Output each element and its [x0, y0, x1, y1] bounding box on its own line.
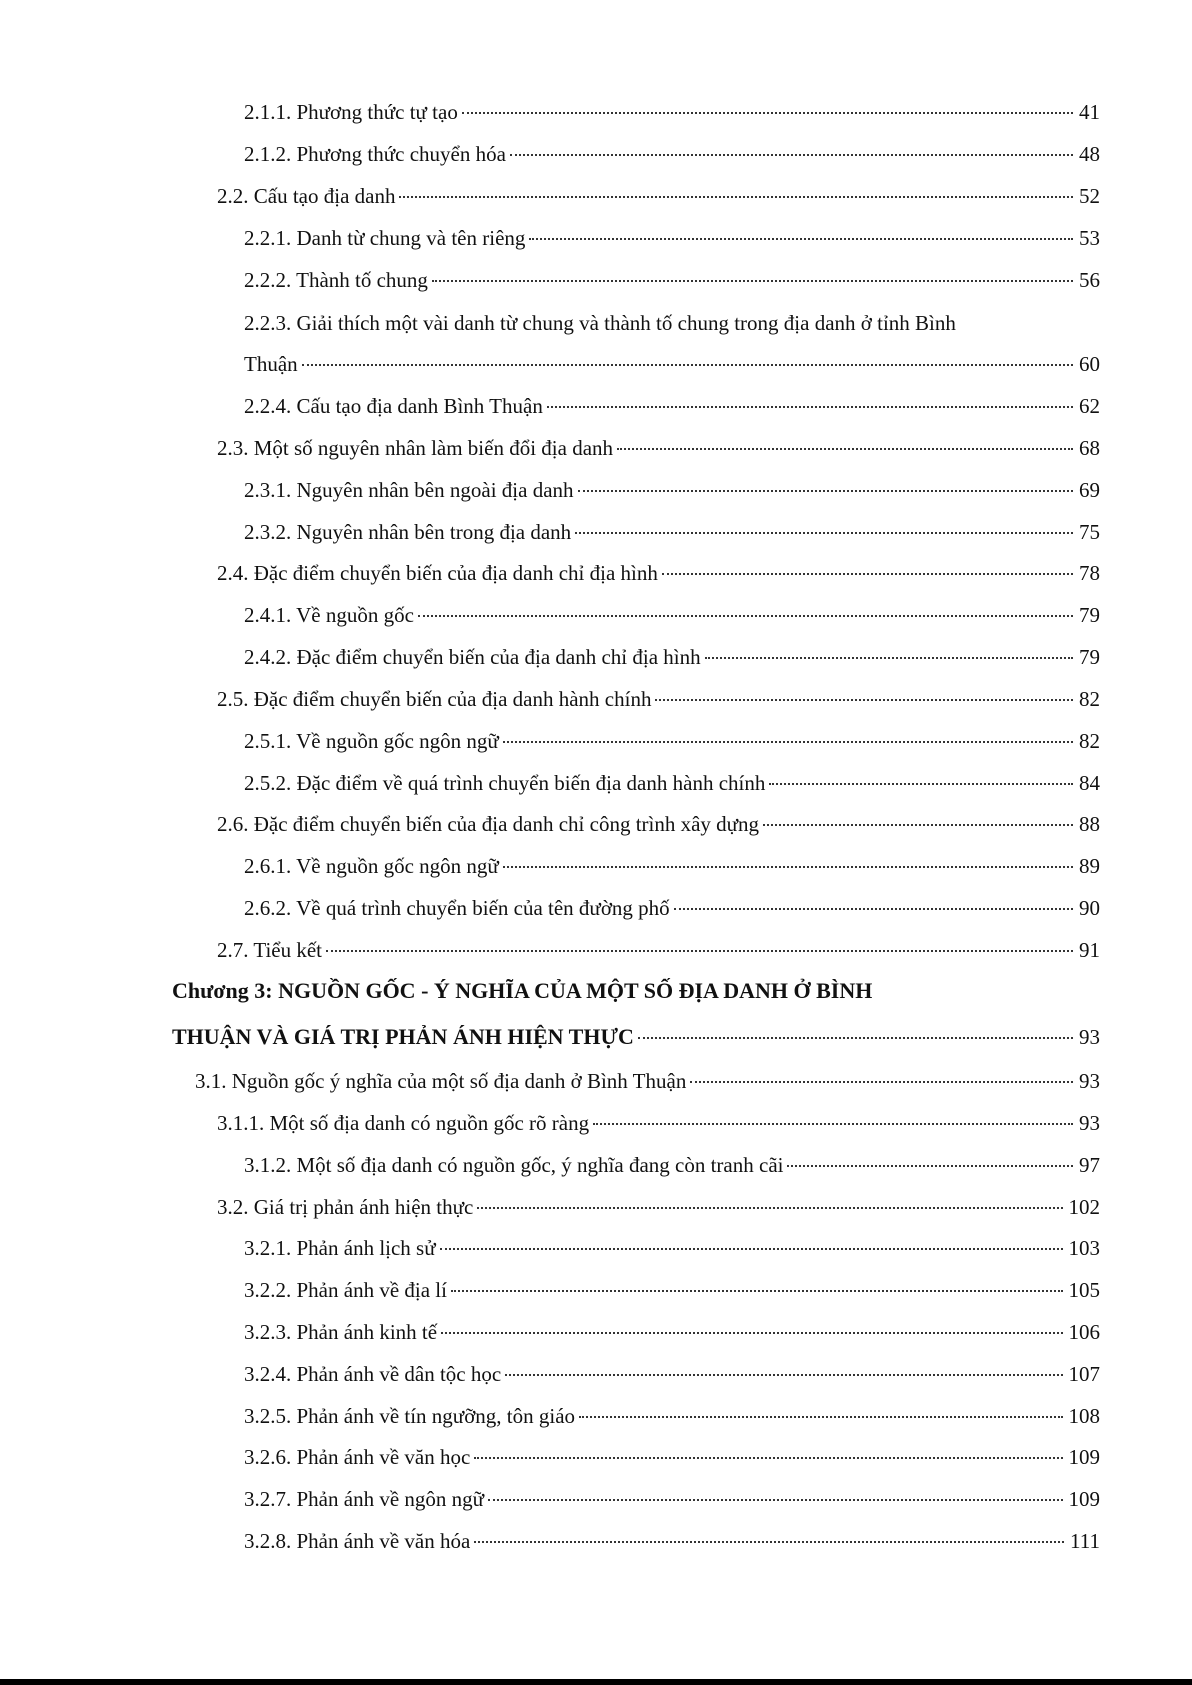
dot-leader: [462, 112, 1073, 114]
toc-entry-page: 111: [1070, 1529, 1100, 1553]
toc-entry: [244, 391, 1100, 421]
toc-entry-label: 2.2.1. Danh từ chung và tên riêng: [244, 226, 526, 250]
toc-entry: [217, 684, 1100, 714]
toc-entry: [244, 1401, 1100, 1431]
toc-entry: [217, 1108, 1100, 1138]
toc-entry: [244, 893, 1100, 923]
toc-entry-label: 3.2. Giá trị phản ánh hiện thực: [217, 1195, 474, 1219]
toc-entry-label: THUẬN VÀ GIÁ TRỊ PHẢN ÁNH HIỆN THỰC: [172, 1024, 634, 1049]
dot-leader: [432, 280, 1073, 282]
toc-entry-label: 3.2.8. Phản ánh về văn hóa: [244, 1529, 471, 1553]
toc-entry-page: 62: [1079, 394, 1100, 418]
dot-leader: [705, 657, 1073, 659]
dot-leader: [674, 908, 1073, 910]
toc-entry-label: 2.1.1. Phương thức tự tạo: [244, 100, 458, 124]
toc-entry-label: 2.4. Đặc điểm chuyển biến của địa danh chỉ địa hình: [217, 561, 658, 585]
toc-entry-page: 97: [1079, 1153, 1100, 1177]
toc-entry: [217, 433, 1100, 463]
toc-entry-page: 52: [1079, 184, 1100, 208]
toc-entry-page: 108: [1068, 1404, 1100, 1428]
chapter-heading-line: Chương 3: NGUỒN GỐC - Ý NGHĨA CỦA MỘT SỐ ĐỊA DANH Ở BÌNH: [172, 978, 873, 1003]
toc-entry-label: 3.1.2. Một số địa danh có nguồn gốc, ý nghĩa đang còn tranh cãi: [244, 1153, 784, 1177]
toc-entry: [217, 935, 1100, 965]
toc-entry: [217, 809, 1100, 839]
dot-leader: [474, 1541, 1064, 1543]
page-bottom-border: [0, 1679, 1192, 1685]
toc-entry-label: 3.2.2. Phản ánh về địa lí: [244, 1278, 447, 1302]
toc-entry-page: 89: [1079, 854, 1100, 878]
toc-entry-page: 91: [1079, 938, 1100, 962]
dot-leader: [441, 1332, 1062, 1334]
toc-entry: [244, 349, 1100, 379]
toc-entry-page: 93: [1079, 1025, 1100, 1049]
toc-entry-page: 79: [1079, 603, 1100, 627]
toc-entry-label: 2.2. Cấu tạo địa danh: [217, 184, 396, 208]
toc-entry-label: 2.5. Đặc điểm chuyển biến của địa danh hành chính: [217, 687, 652, 711]
toc-entry-page: 93: [1079, 1111, 1100, 1135]
toc-entry-label: 3.2.6. Phản ánh về văn học: [244, 1445, 471, 1469]
toc-entry-page: 107: [1068, 1362, 1100, 1386]
toc-entry-page: 56: [1079, 268, 1100, 292]
toc-entry-page: 84: [1079, 771, 1100, 795]
dot-leader: [326, 950, 1073, 952]
dot-leader: [440, 1248, 1063, 1250]
toc-entry-label: 2.7. Tiểu kết: [217, 938, 323, 962]
dot-leader: [399, 196, 1073, 198]
dot-leader: [579, 1416, 1062, 1418]
toc-entry-label: 3.2.3. Phản ánh kinh tế: [244, 1320, 438, 1344]
toc-entry-page: 82: [1079, 687, 1100, 711]
toc-entry: [244, 1275, 1100, 1305]
toc-entry-label: 2.6.1. Về nguồn gốc ngôn ngữ: [244, 854, 499, 878]
toc-entry: [244, 265, 1100, 295]
dot-leader: [503, 741, 1073, 743]
toc-entry: [244, 223, 1100, 253]
dot-leader: [418, 615, 1073, 617]
toc-entry-page: 48: [1079, 142, 1100, 166]
toc-entry-page: 78: [1079, 561, 1100, 585]
dot-leader: [769, 783, 1073, 785]
toc-entry-label: 2.2.2. Thành tố chung: [244, 268, 428, 292]
dot-leader: [617, 448, 1073, 450]
toc-entry: [217, 558, 1100, 588]
toc-entry-label: 2.5.2. Đặc điểm về quá trình chuyển biến địa danh hành chính: [244, 771, 766, 795]
dot-leader: [763, 824, 1073, 826]
toc-entry-label: 3.2.1. Phản ánh lịch sử: [244, 1236, 436, 1260]
toc-entry-label: 2.3.1. Nguyên nhân bên ngoài địa danh: [244, 478, 574, 502]
toc-entry-page: 68: [1079, 436, 1100, 460]
dot-leader: [474, 1457, 1062, 1459]
dot-leader: [662, 573, 1073, 575]
toc-entry: [217, 181, 1100, 211]
dot-leader: [593, 1123, 1073, 1125]
dot-leader: [302, 364, 1073, 366]
dot-leader: [655, 699, 1073, 701]
toc-entry-label: 2.4.1. Về nguồn gốc: [244, 603, 414, 627]
dot-leader: [578, 490, 1073, 492]
toc-entry-page: 82: [1079, 729, 1100, 753]
toc-entry-page: 109: [1068, 1445, 1100, 1469]
toc-entry: [217, 1192, 1100, 1222]
toc-entry: [244, 1233, 1100, 1263]
toc-entry: [244, 1442, 1100, 1472]
toc-entry: [244, 851, 1100, 881]
toc-entry: [244, 139, 1100, 169]
toc-entry-page: 103: [1068, 1236, 1100, 1260]
toc-entry-page: 106: [1068, 1320, 1100, 1344]
toc-entry-label: 2.1.2. Phương thức chuyển hóa: [244, 142, 506, 166]
toc-entry-label: 2.3.2. Nguyên nhân bên trong địa danh: [244, 520, 572, 544]
toc-entry-label: Thuận: [244, 352, 298, 376]
toc-entry: [244, 97, 1100, 127]
toc-entry-page: 93: [1079, 1069, 1100, 1093]
toc-entry: [244, 1317, 1100, 1347]
toc-entry-page: 75: [1079, 520, 1100, 544]
toc-entry-label: 3.1.1. Một số địa danh có nguồn gốc rõ ràng: [217, 1111, 590, 1135]
toc-entry-page: 102: [1068, 1195, 1100, 1219]
toc-entry-page: 105: [1068, 1278, 1100, 1302]
dot-leader: [547, 406, 1073, 408]
toc-entry-page: 53: [1079, 226, 1100, 250]
dot-leader: [488, 1499, 1062, 1501]
toc-entry: [244, 1526, 1100, 1556]
toc-chapter-entry: [172, 1022, 1100, 1052]
toc-entry-label: 3.2.7. Phản ánh về ngôn ngữ: [244, 1487, 485, 1511]
toc-entry: [244, 517, 1100, 547]
toc-entry: [244, 1150, 1100, 1180]
dot-leader: [510, 154, 1073, 156]
dot-leader: [690, 1081, 1073, 1083]
toc-entry: [244, 726, 1100, 756]
dot-leader: [477, 1207, 1062, 1209]
toc-entry: [244, 475, 1100, 505]
toc-entry-label: 3.2.4. Phản ánh về dân tộc học: [244, 1362, 502, 1386]
dot-leader: [787, 1165, 1073, 1167]
toc-entry-page: 90: [1079, 896, 1100, 920]
toc-entry-wrapped-line: 2.2.3. Giải thích một vài danh từ chung và thành tố chung trong địa danh ở tỉnh Bình: [244, 311, 956, 335]
toc-entry: [244, 642, 1100, 672]
dot-leader: [505, 1374, 1062, 1376]
toc-entry-page: 79: [1079, 645, 1100, 669]
toc-entry-label: 2.5.1. Về nguồn gốc ngôn ngữ: [244, 729, 499, 753]
toc-entry-label: 2.4.2. Đặc điểm chuyển biến của địa danh chỉ địa hình: [244, 645, 701, 669]
toc-entry-label: 3.1. Nguồn gốc ý nghĩa của một số địa danh ở Bình Thuận: [195, 1069, 687, 1093]
dot-leader: [503, 866, 1073, 868]
toc-entry: [195, 1066, 1100, 1096]
dot-leader: [575, 532, 1073, 534]
dot-leader: [638, 1037, 1073, 1039]
toc-entry-page: 88: [1079, 812, 1100, 836]
toc-entry-label: 2.6.2. Về quá trình chuyển biến của tên đường phố: [244, 896, 670, 920]
dot-leader: [529, 238, 1073, 240]
toc-entry: [244, 600, 1100, 630]
toc-entry-page: 60: [1079, 352, 1100, 376]
dot-leader: [451, 1290, 1063, 1292]
toc-entry-page: 109: [1068, 1487, 1100, 1511]
toc-entry: [244, 768, 1100, 798]
toc-entry: [244, 1359, 1100, 1389]
toc-entry-label: 3.2.5. Phản ánh về tín ngưỡng, tôn giáo: [244, 1404, 576, 1428]
toc-entry: [244, 1484, 1100, 1514]
toc-entry-page: 41: [1079, 100, 1100, 124]
toc-entry-label: 2.2.4. Cấu tạo địa danh Bình Thuận: [244, 394, 543, 418]
toc-entry-label: 2.3. Một số nguyên nhân làm biến đổi địa danh: [217, 436, 614, 460]
toc-entry-label: 2.6. Đặc điểm chuyển biến của địa danh chỉ công trình xây dựng: [217, 812, 760, 836]
toc-entry-page: 69: [1079, 478, 1100, 502]
